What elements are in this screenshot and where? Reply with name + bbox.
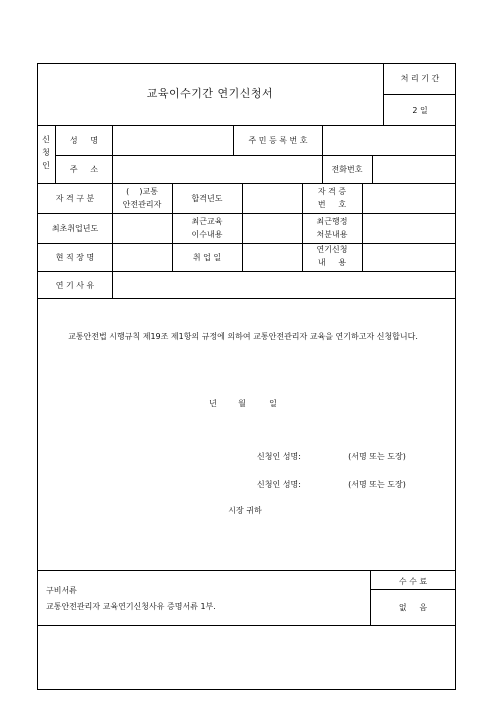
qualification-label: 자 격 구 분 xyxy=(55,194,95,203)
postpone-content-label-1: 연기신청 xyxy=(316,245,348,254)
applicant-section-label-3: 인 xyxy=(42,161,50,170)
divider xyxy=(37,243,456,244)
divider xyxy=(370,589,456,590)
qualification-value-2: 안전관리자 xyxy=(122,200,162,209)
address-label: 주 소 xyxy=(69,165,99,174)
divider xyxy=(55,155,456,156)
signer1-label: 신청인 성명: xyxy=(257,452,301,461)
docs-label: 구비서류 xyxy=(46,586,77,595)
qualification-value-1: ( )교통 xyxy=(126,187,158,196)
divider xyxy=(302,183,303,271)
divider xyxy=(233,125,234,155)
docs-value: 교통안전관리자 교육연기신청사유 증명서류 1부. xyxy=(46,602,216,611)
divider xyxy=(112,125,113,183)
recent-edu-label-1: 최근교육 xyxy=(191,217,223,226)
processing-period-label: 처 리 기 간 xyxy=(400,74,440,83)
rrn-label: 주 민 등 록 번 호 xyxy=(248,136,308,145)
form-title: 교육이수기간 연기신청서 xyxy=(146,87,274,100)
divider xyxy=(37,125,456,126)
fee-value: 없 음 xyxy=(398,603,428,612)
recent-admin-label-2: 처분내용 xyxy=(316,230,348,239)
divider xyxy=(37,183,456,184)
recent-admin-label-1: 최근행정 xyxy=(316,217,348,226)
divider xyxy=(37,271,456,272)
fee-label: 수 수 료 xyxy=(398,577,428,586)
divider xyxy=(37,298,456,299)
signer2-label: 신청인 성명: xyxy=(257,480,301,489)
divider xyxy=(362,183,363,271)
statement-text: 교통안전법 시행규칙 제19조 제1항의 규정에 의하여 교통안전관리자 교육을 연기하고자 신청합니다. xyxy=(68,332,418,341)
divider xyxy=(55,125,56,183)
first-employ-year-label: 최초취업년도 xyxy=(51,224,99,233)
divider xyxy=(37,625,456,626)
form-frame xyxy=(37,63,456,690)
pass-year-label: 합격년도 xyxy=(191,194,223,203)
signer1-sign: (서명 또는 도장) xyxy=(348,452,406,461)
divider xyxy=(37,213,456,214)
postpone-content-label-2: 내 용 xyxy=(317,258,347,267)
date-day: 일 xyxy=(269,399,277,408)
employ-date-label: 취 업 일 xyxy=(192,253,222,262)
divider xyxy=(322,125,323,183)
date-month: 월 xyxy=(238,399,246,408)
divider xyxy=(242,183,243,271)
divider xyxy=(383,94,456,95)
name-label: 성 명 xyxy=(69,136,99,145)
recent-edu-label-2: 이수내용 xyxy=(191,230,223,239)
postpone-reason-label: 연 기 사 유 xyxy=(55,281,95,290)
cert-no-label-1: 자 격 증 xyxy=(317,187,347,196)
divider xyxy=(112,183,113,298)
processing-period-value: 2 일 xyxy=(412,106,428,115)
workplace-label: 현 직 장 명 xyxy=(55,253,95,262)
applicant-section-label-2: 청 xyxy=(42,148,50,157)
divider xyxy=(37,570,456,571)
divider xyxy=(370,570,371,625)
divider xyxy=(172,183,173,271)
cert-no-label-2: 번 호 xyxy=(317,200,347,209)
date-year: 년 xyxy=(209,399,217,408)
divider xyxy=(372,155,373,183)
applicant-section-label-1: 신 xyxy=(42,135,50,144)
signer2-sign: (서명 또는 도장) xyxy=(348,480,406,489)
phone-label: 전화번호 xyxy=(331,165,363,174)
addressee: 시장 귀하 xyxy=(228,506,262,515)
